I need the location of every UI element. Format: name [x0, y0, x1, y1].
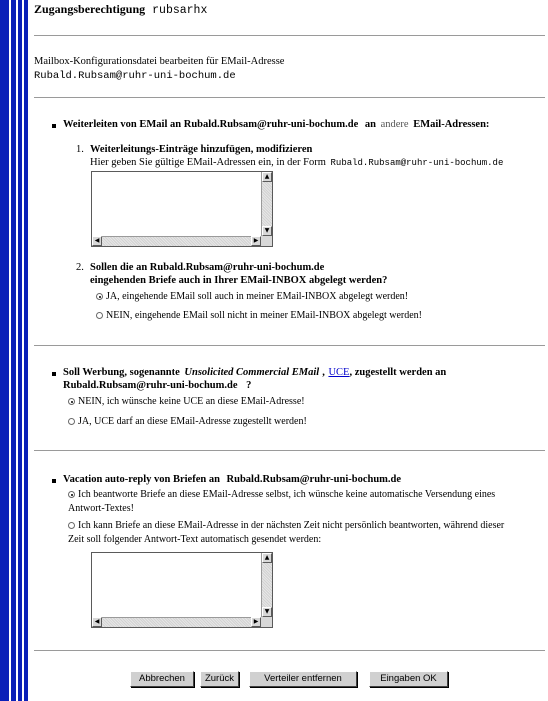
inbox-no-label: NEIN, eingehende EMail soll nicht in meiner EMail-INBOX abgelegt werden!	[106, 310, 423, 321]
forward-intro-text: Weiterleiten von EMail an Rubald.Rubsam@ruhr-uni-bochum.de	[63, 119, 359, 130]
remove-distributor-button[interactable]: Verteiler entfernen	[249, 671, 357, 687]
inbox-no-radio[interactable]	[96, 312, 103, 319]
horizontal-scrollbar[interactable]	[92, 617, 261, 627]
scroll-left-icon[interactable]: ◀	[92, 236, 102, 246]
step2-title-1: Sollen die an Rubald.Rubsam@ruhr-uni-bochum.de	[90, 262, 325, 273]
uce-no-label: NEIN, ich wünsche keine UCE an diese EMail-Adresse!	[78, 396, 305, 407]
divider	[34, 650, 545, 652]
uce-question-start: Soll Werbung, sogenannte	[63, 367, 180, 378]
page-header	[34, 2, 207, 17]
main-content	[34, 0, 548, 701]
inbox-yes-label: JA, eingehende EMail soll auch in meiner EMail-INBOX abgelegt werden!	[106, 291, 409, 302]
cancel-button[interactable]: Abbrechen	[130, 671, 194, 687]
bullet	[52, 479, 56, 483]
page-title: Zugangsberechtigung	[34, 2, 146, 16]
step1-hint-text: Hier geben Sie gültige EMail-Adressen ein, in der Form	[90, 157, 326, 168]
forward-addresses-textarea[interactable]	[91, 171, 273, 247]
back-button[interactable]: Zurück	[200, 671, 239, 687]
uce-question-mark: ?	[246, 380, 252, 391]
uce-link[interactable]: UCE	[328, 367, 350, 378]
step1-title: Weiterleitungs-Einträge hinzufügen, modifizieren	[90, 144, 313, 155]
divider	[34, 345, 545, 347]
vertical-scrollbar[interactable]	[261, 553, 272, 617]
config-heading: Mailbox-Konfigurationsdatei bearbeiten für EMail-Adresse	[34, 56, 285, 67]
uce-yes-label: JA, UCE darf an diese EMail-Adresse zugestellt werden!	[78, 416, 307, 427]
step1-example: Rubald.Rubsam@ruhr-uni-bochum.de	[330, 158, 504, 168]
scroll-down-icon[interactable]: ▼	[262, 607, 272, 617]
step1-number: 1.	[76, 144, 84, 155]
uce-question-line2	[63, 380, 251, 391]
vacation-reply-textarea[interactable]	[91, 552, 273, 628]
forward-intro-end: EMail-Adressen:	[413, 119, 490, 130]
vacation-self-label-1: Ich beantworte Briefe an diese EMail-Adresse selbst, ich wünsche keine automatische Versendung eines	[78, 489, 496, 500]
step2-number: 2.	[76, 262, 84, 273]
scroll-right-icon[interactable]: ▶	[251, 617, 261, 627]
scroll-up-icon[interactable]: ▲	[262, 553, 272, 563]
scroll-left-icon[interactable]: ◀	[92, 617, 102, 627]
scroll-right-icon[interactable]: ▶	[251, 236, 261, 246]
uce-question-comma: ,	[322, 367, 325, 378]
scroll-down-icon[interactable]: ▼	[262, 226, 272, 236]
divider	[34, 35, 545, 37]
config-address: Rubald.Rubsam@ruhr-uni-bochum.de	[34, 70, 236, 82]
uce-no-radio[interactable]	[68, 398, 75, 405]
user-name: rubsarhx	[152, 4, 208, 17]
scrollbar-corner	[261, 236, 272, 246]
uce-question	[63, 367, 446, 378]
vacation-self-radio[interactable]	[68, 491, 75, 498]
forward-intro	[63, 119, 489, 130]
scroll-up-icon[interactable]: ▲	[262, 172, 272, 182]
forward-intro-an: an	[364, 119, 376, 130]
step1-hint	[90, 157, 503, 168]
scrollbar-corner	[261, 617, 272, 627]
step2-title-2: eingehenden Briefe auch in Ihrer EMail-INBOX abgelegt werden?	[90, 275, 388, 286]
inbox-yes-radio[interactable]	[96, 293, 103, 300]
vertical-scrollbar[interactable]	[261, 172, 272, 236]
left-stripe-decoration	[0, 0, 32, 701]
vacation-auto-radio[interactable]	[68, 522, 75, 529]
uce-yes-radio[interactable]	[68, 418, 75, 425]
divider	[34, 97, 545, 99]
uce-question-address: Rubald.Rubsam@ruhr-uni-bochum.de	[63, 380, 238, 391]
vacation-auto-label-2: Zeit soll folgender Antwort-Text automatisch gesendet werden:	[68, 534, 322, 545]
vacation-title-address: Rubald.Rubsam@ruhr-uni-bochum.de	[226, 474, 402, 485]
bullet	[52, 124, 56, 128]
uce-question-end: , zugestellt werden an	[349, 367, 447, 378]
vacation-title-text: Vacation auto-reply von Briefen an	[63, 474, 220, 485]
horizontal-scrollbar[interactable]	[92, 236, 261, 246]
vacation-self-label-2: Antwort-Textes!	[68, 503, 134, 514]
vacation-title	[63, 474, 401, 485]
divider	[34, 450, 545, 452]
vacation-auto-label-1: Ich kann Briefe an diese EMail-Adresse in der nächsten Zeit nicht persönlich beantworten, während dieser	[78, 520, 505, 531]
bullet	[52, 372, 56, 376]
uce-question-italic: Unsolicited Commercial EMail	[184, 367, 320, 378]
submit-ok-button[interactable]: Eingaben OK	[369, 671, 448, 687]
forward-intro-other: andere	[380, 119, 409, 130]
